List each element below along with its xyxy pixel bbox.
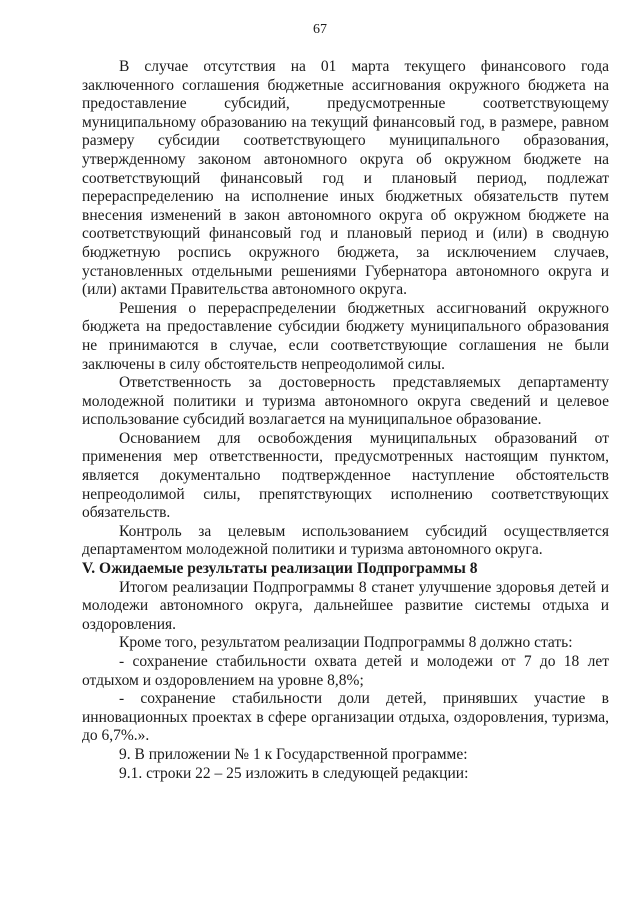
paragraph-control: Контроль за целевым использованием субсидий осуществляется департаментом молодежной политики и туризма автономного округа. [82,522,609,559]
paragraph-responsibility: Ответственность за достоверность представляемых департаменту молодежной политики и туризма автономного округа сведений и целевое использование субсидий возлагается на муниципальное образование. [82,374,609,429]
section-heading: V. Ожидаемые результаты реализации Подпрограммы 8 [82,560,478,578]
page-number: 67 [313,22,327,37]
paragraph-subsidy-redistribution: В случае отсутствия на 01 марта текущего финансового года заключенного соглашения бюджетные ассигнования окружного бюджета на предоставление субсидий, предусмотренные соответствующему муниципальному образованию на текущий финансовый год, в размере, равном размеру субсидии соответствующего муниципального образования, утвержденному законом автономного округа об окружном бюджете на соответствующий финансовый год и плановый период, подлежат перераспределению на исполнение иных бюджетных обязательств путем внесения изменений в закон автономного округа об окружном бюджете на соответствующий финансовый год и плановый период и (или) в сводную бюджетную роспись окружного бюджета, за исключением случаев, установленных отдельными решениями Губернатора автономного округа и (или) актами Правительства автономного округа. [82,58,609,299]
paragraph-appendix-subitem: 9.1. строки 22 – 25 изложить в следующей редакции: [119,764,469,782]
paragraph-results-intro: Кроме того, результатом реализации Подпрограммы 8 должно стать: [119,634,573,652]
paragraph-exemption-grounds: Основанием для освобождения муниципальных образований от применения мер ответственности, предусмотренных настоящим пунктом, является документально подтвержденное наступление обстоятельств непреодолимой силы, препятствующих исполнению соответствующих обязательств. [82,429,609,522]
paragraph-results-summary: Итогом реализации Подпрограммы 8 станет улучшение здоровья детей и молодежи автономного округа, дальнейшее развитие системы отдыха и оздоровления. [82,578,609,633]
paragraph-redistribution-decisions: Решения о перераспределении бюджетных ассигнований окружного бюджета на предоставление субсидии бюджету муниципального образования не принимаются в случае, если соответствующие соглашения не были заключены в силу обстоятельств непреодолимой силы. [82,299,609,373]
list-item-coverage: - сохранение стабильности охвата детей и молодежи от 7 до 18 лет отдыхом и оздоровлением на уровне 8,8%; [82,653,609,689]
paragraph-appendix-item: 9. В приложении № 1 к Государственной программе: [119,745,468,763]
list-item-innovation-share: - сохранение стабильности доли детей, принявших участие в инновационных проектах в сфере организации отдыха, оздоровления, туризма, до 6,7%.». [82,690,609,745]
document-body [82,58,609,783]
